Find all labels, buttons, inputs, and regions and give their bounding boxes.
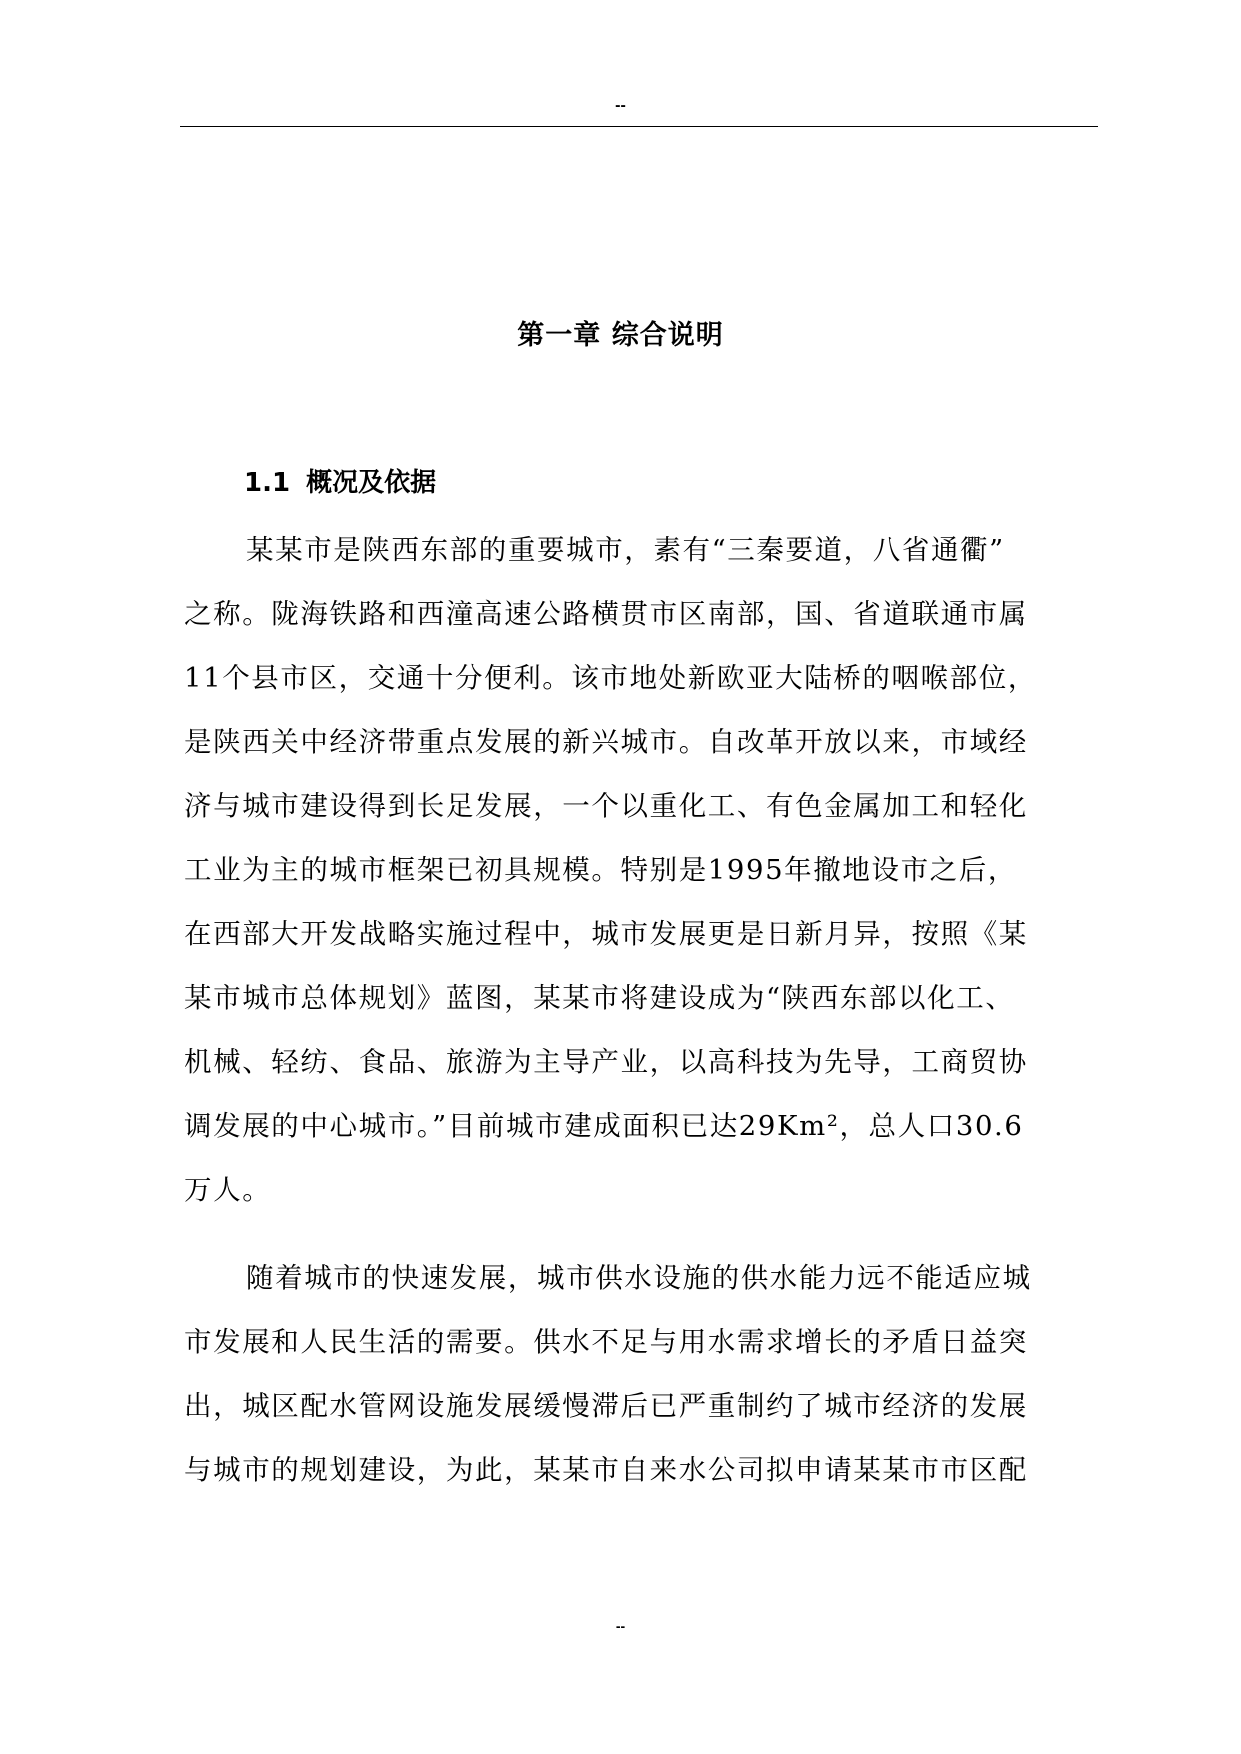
paragraph-line: 工业为主的城市框架已初具规模。特别是1995年撤地设市之后， xyxy=(184,854,1017,886)
paragraph-line: 11个县市区，交通十分便利。该市地处新欧亚大陆桥的咽喉部位， xyxy=(184,662,1037,694)
paragraph-water-supply xyxy=(184,1246,1096,1502)
paragraph-line: 济与城市建设得到长足发展，一个以重化工、有色金属加工和轻化 xyxy=(184,790,1028,822)
page-header-mark: -- xyxy=(615,97,626,114)
page-footer-mark: -- xyxy=(615,1618,626,1634)
paragraph-line: 市发展和人民生活的需要。供水不足与用水需求增长的矛盾日益突 xyxy=(184,1326,1028,1358)
paragraph-line: 之称。陇海铁路和西潼高速公路横贯市区南部，国、省道联通市属 xyxy=(184,598,1028,630)
header-rule xyxy=(180,126,1098,127)
section-heading xyxy=(244,466,436,500)
paragraph-line: 机械、轻纺、食品、旅游为主导产业，以高科技为先导，工商贸协 xyxy=(184,1046,1028,1078)
paragraph-line: 是陕西关中经济带重点发展的新兴城市。自改革开放以来，市域经 xyxy=(184,726,1028,758)
chapter-title: 第一章 综合说明 xyxy=(517,320,724,351)
paragraph-line: 在西部大开发战略实施过程中，城市发展更是日新月异，按照《某 xyxy=(184,918,1028,950)
paragraph-line: 随着城市的快速发展，城市供水设施的供水能力远不能适应城 xyxy=(246,1262,1032,1294)
paragraph-line: 与城市的规划建设，为此，某某市自来水公司拟申请某某市市区配 xyxy=(184,1454,1028,1486)
section-number: 1.1 xyxy=(244,468,291,498)
section-title: 概况及依据 xyxy=(306,468,437,498)
paragraph-line: 某市城市总体规划》蓝图，某某市将建设成为“陕西东部以化工、 xyxy=(184,982,1015,1014)
paragraph-line: 某某市是陕西东部的重要城市，素有“三秦要道，八省通衢” xyxy=(246,534,1005,566)
paragraph-line: 调发展的中心城市。”目前城市建成面积已达29Km²，总人口30.6 xyxy=(184,1110,1024,1142)
paragraph-line: 万人。 xyxy=(184,1174,272,1206)
paragraph-line: 出，城区配水管网设施发展缓慢滞后已严重制约了城市经济的发展 xyxy=(184,1390,1028,1422)
paragraph-overview xyxy=(184,518,1096,1222)
